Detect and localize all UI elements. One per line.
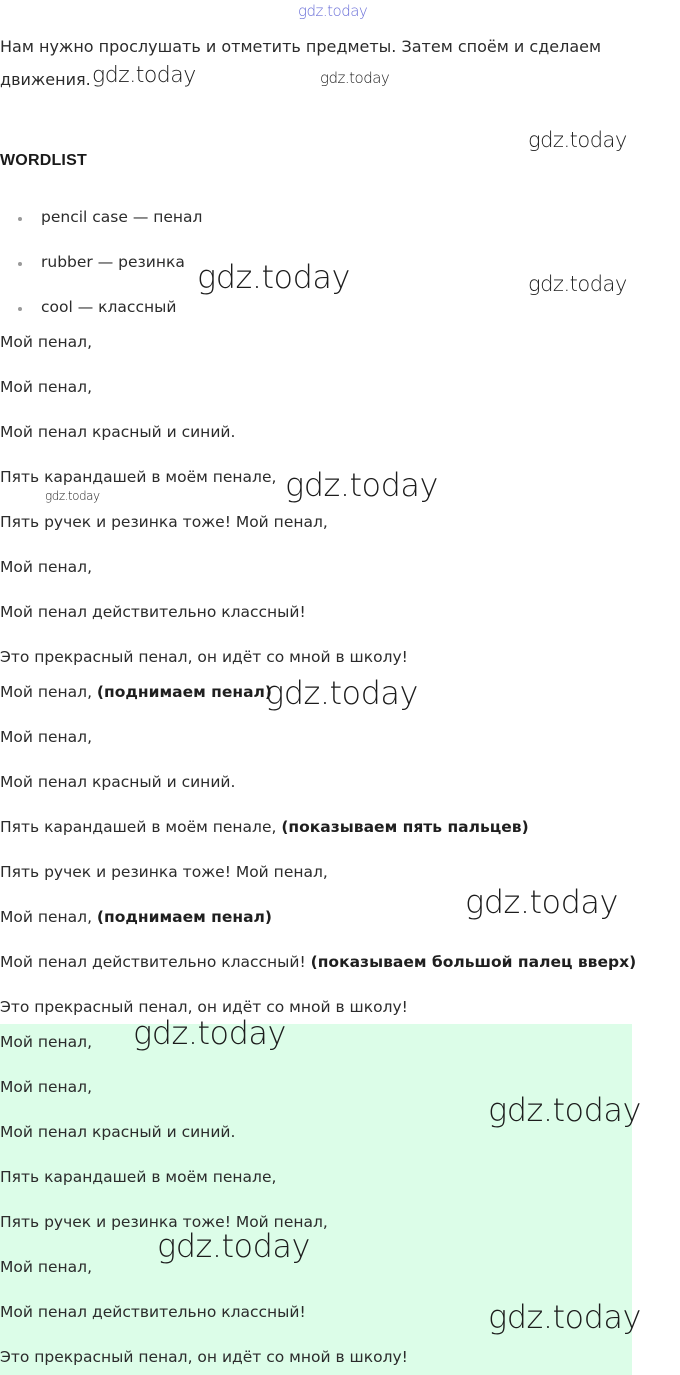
- action-text: Мой пенал действительно классный!: [0, 953, 311, 971]
- bullet-icon: [18, 307, 22, 311]
- watermark: gdz.today: [92, 63, 196, 88]
- watermark-top: gdz.today: [298, 2, 368, 20]
- song-line: Пять ручек и резинка тоже! Мой пенал,: [0, 513, 328, 531]
- watermark: gdz.today: [528, 272, 627, 296]
- song-line: Мой пенал,: [0, 378, 92, 396]
- bullet-icon: [18, 217, 22, 221]
- watermark: gdz.today: [197, 258, 350, 296]
- action-text: Мой пенал,: [0, 683, 97, 701]
- action-line: [0, 863, 328, 881]
- repeat-line: Мой пенал действительно классный!: [0, 1303, 306, 1321]
- action-line: [0, 953, 636, 971]
- wordlist-item: cool — классный: [41, 298, 177, 316]
- repeat-line: Пять карандашей в моём пенале,: [0, 1168, 277, 1186]
- song-line: Мой пенал действительно классный!: [0, 603, 306, 621]
- action-text: Мой пенал красный и синий.: [0, 773, 236, 791]
- action-text: Это прекрасный пенал, он идёт со мной в школу!: [0, 998, 408, 1016]
- watermark: gdz.today: [320, 69, 390, 87]
- action-instruction: (поднимаем пенал): [96, 683, 272, 701]
- repeat-line: Мой пенал,: [0, 1033, 92, 1051]
- wordlist-item: rubber — резинка: [41, 253, 185, 271]
- action-text: Мой пенал,: [0, 908, 97, 926]
- repeat-line: Это прекрасный пенал, он идёт со мной в школу!: [0, 1348, 408, 1366]
- song-line: Мой пенал,: [0, 333, 92, 351]
- song-line: Мой пенал красный и синий.: [0, 423, 236, 441]
- action-text: Мой пенал,: [0, 728, 92, 746]
- watermark: gdz.today: [133, 1014, 286, 1052]
- song-line: Это прекрасный пенал, он идёт со мной в школу!: [0, 648, 408, 666]
- repeat-line: Мой пенал красный и синий.: [0, 1123, 236, 1141]
- action-line: [0, 773, 235, 791]
- action-instruction: (поднимаем пенал): [96, 908, 272, 926]
- action-line: [0, 818, 529, 836]
- song-line: Мой пенал,: [0, 558, 92, 576]
- watermark: gdz.today: [488, 1091, 641, 1129]
- action-line: [0, 728, 92, 746]
- action-line: [0, 683, 272, 701]
- action-text: Пять карандашей в моём пенале,: [0, 818, 282, 836]
- repeat-line: Мой пенал,: [0, 1258, 92, 1276]
- action-instruction: (показываем большой палец вверх): [310, 953, 637, 971]
- repeat-line: Мой пенал,: [0, 1078, 92, 1096]
- watermark: gdz.today: [465, 883, 618, 921]
- watermark: gdz.today: [265, 674, 418, 712]
- watermark: gdz.today: [488, 1298, 641, 1336]
- bullet-icon: [18, 262, 22, 266]
- song-line: Пять карандашей в моём пенале,: [0, 468, 277, 486]
- watermark: gdz.today: [45, 489, 100, 503]
- wordlist-heading: WORDLIST: [0, 152, 87, 169]
- action-text: Пять ручек и резинка тоже! Мой пенал,: [0, 863, 328, 881]
- watermark: gdz.today: [157, 1227, 310, 1265]
- watermark: gdz.today: [528, 128, 627, 152]
- watermark: gdz.today: [285, 466, 438, 504]
- action-line: [0, 908, 272, 926]
- intro-text: Нам нужно прослушать и отметить предметы. Затем споём и сделаем движения.: [0, 37, 602, 89]
- repeat-line: Пять ручек и резинка тоже! Мой пенал,: [0, 1213, 328, 1231]
- action-instruction: (показываем пять пальцев): [281, 818, 529, 836]
- wordlist-item: pencil case — пенал: [41, 208, 203, 226]
